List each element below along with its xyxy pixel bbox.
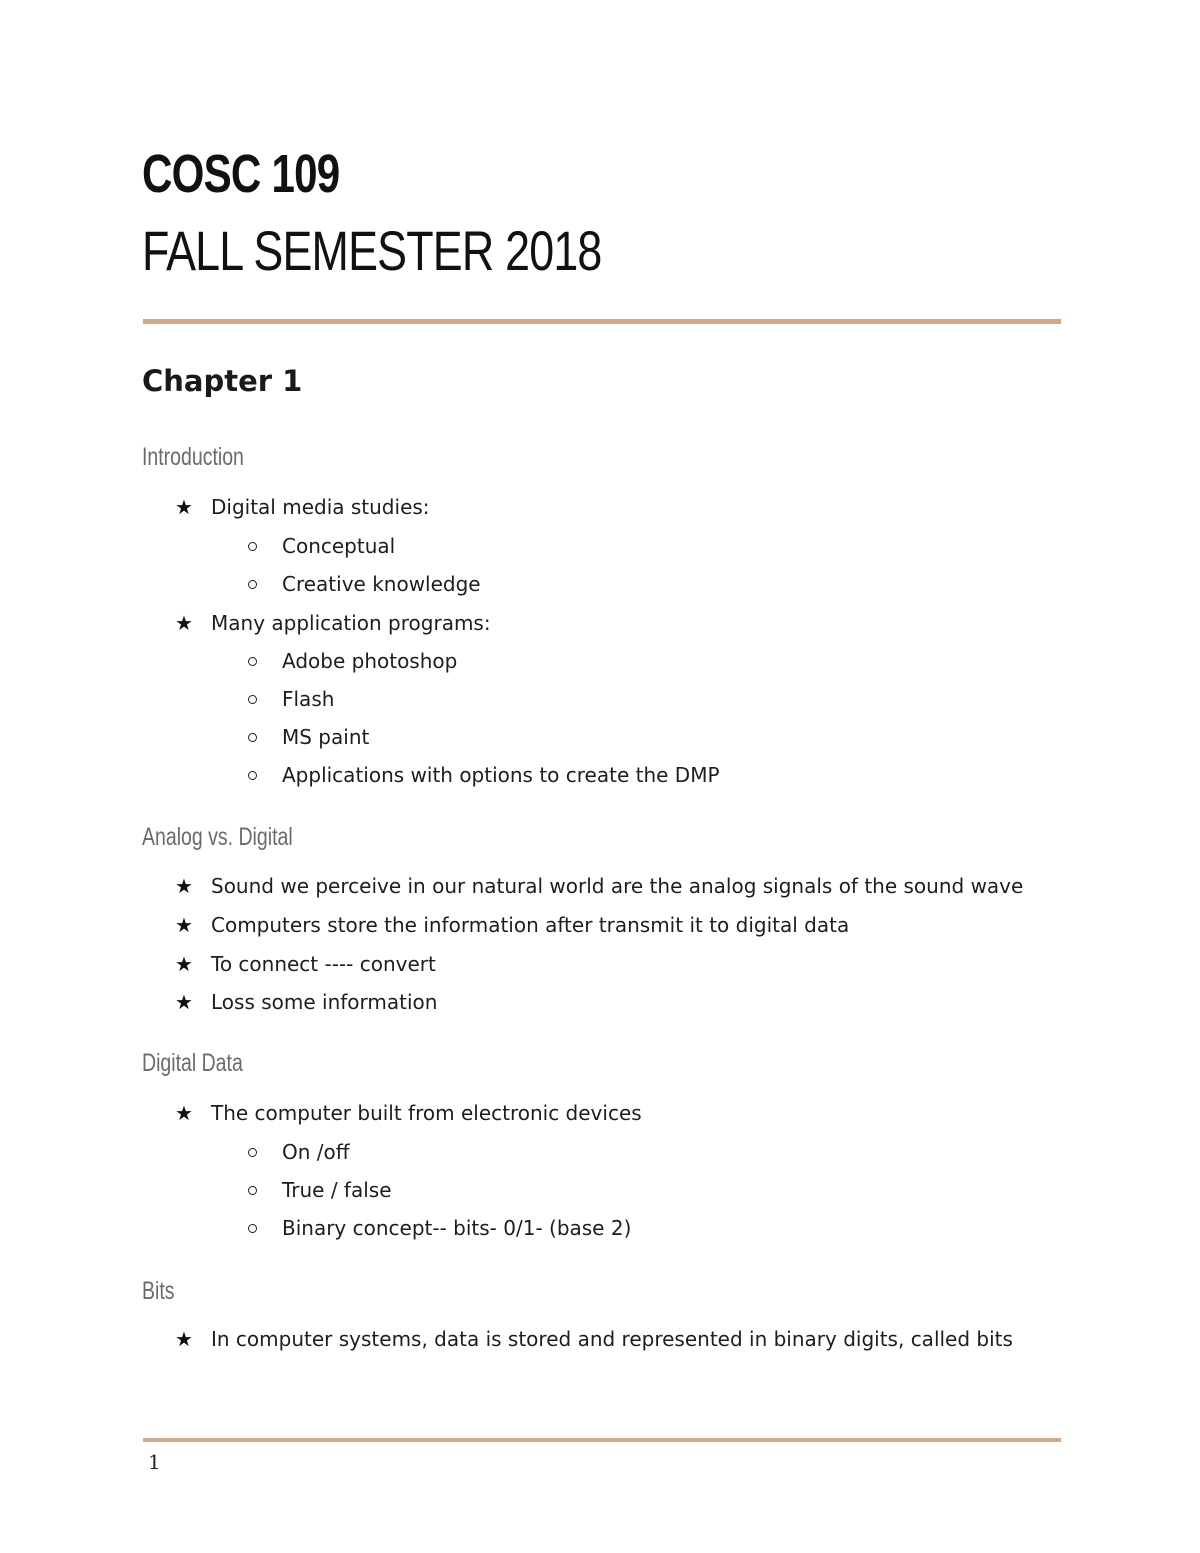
list-item: Creative knowledge	[282, 572, 481, 596]
circle-bullet-icon	[248, 542, 257, 551]
header-divider	[143, 319, 1061, 324]
list-item: Many application programs:	[211, 611, 491, 635]
circle-bullet-icon	[248, 733, 257, 742]
star-bullet-icon: ★	[175, 495, 193, 519]
circle-bullet-icon	[248, 1224, 257, 1233]
list-item: True / false	[282, 1178, 392, 1202]
star-bullet-icon: ★	[175, 874, 193, 898]
list-item: Conceptual	[282, 534, 396, 558]
list-item: Computers store the information after transmit it to digital data	[211, 913, 850, 937]
list-item: Digital media studies:	[211, 495, 430, 519]
page-number: 1	[148, 1450, 161, 1474]
star-bullet-icon: ★	[175, 952, 193, 976]
semester-title: FALL SEMESTER 2018	[142, 219, 602, 282]
list-item: Sound we perceive in our natural world are the analog signals of the sound wave	[211, 874, 1024, 898]
list-item: Flash	[282, 687, 335, 711]
list-item: Loss some information	[211, 990, 438, 1014]
section-heading-analog: Analog vs. Digital	[142, 823, 293, 851]
list-item: In computer systems, data is stored and represented in binary digits, called bits	[211, 1327, 1013, 1351]
circle-bullet-icon	[248, 1186, 257, 1195]
circle-bullet-icon	[248, 580, 257, 589]
circle-bullet-icon	[248, 657, 257, 666]
circle-bullet-icon	[248, 695, 257, 704]
star-bullet-icon: ★	[175, 1327, 193, 1351]
section-heading-bits: Bits	[142, 1277, 175, 1305]
list-item: The computer built from electronic devices	[211, 1101, 642, 1125]
section-heading-digital-data: Digital Data	[142, 1049, 243, 1077]
list-item: Binary concept-- bits- 0/1- (base 2)	[282, 1216, 632, 1240]
list-item: Applications with options to create the DMP	[282, 763, 720, 787]
star-bullet-icon: ★	[175, 611, 193, 635]
star-bullet-icon: ★	[175, 913, 193, 937]
star-bullet-icon: ★	[175, 1101, 193, 1125]
list-item: On /off	[282, 1140, 350, 1164]
list-item: To connect ---- convert	[211, 952, 436, 976]
list-item: Adobe photoshop	[282, 649, 458, 673]
star-bullet-icon: ★	[175, 990, 193, 1014]
section-heading-introduction: Introduction	[142, 443, 244, 471]
list-item: MS paint	[282, 725, 370, 749]
footer-divider	[143, 1438, 1061, 1442]
chapter-heading: Chapter 1	[142, 364, 303, 398]
circle-bullet-icon	[248, 771, 257, 780]
circle-bullet-icon	[248, 1148, 257, 1157]
course-title: COSC 109	[142, 144, 340, 204]
